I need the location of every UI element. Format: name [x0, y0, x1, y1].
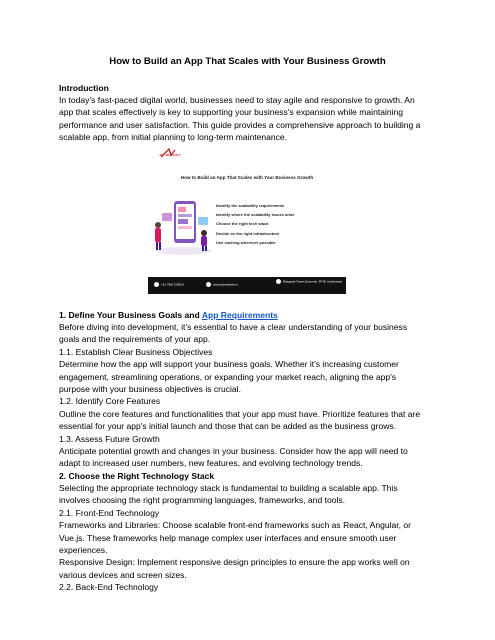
section2-line: experiences. — [59, 545, 108, 556]
section1-line: engagement, streamlining operations, or expanding your market reach, aligning the app's — [59, 371, 397, 382]
footer-website — [206, 282, 238, 287]
section1-line: Determine how the app will support your business goals. Whether it's increasing customer — [59, 359, 399, 370]
banner-footer — [148, 277, 346, 294]
banner-list-item: Identify where the scalability issues arise — [216, 212, 295, 218]
location-icon — [276, 279, 281, 284]
intro-heading: Introduction — [59, 83, 109, 93]
section2-line: various devices and screen sizes. — [59, 569, 187, 580]
footer-address — [276, 279, 342, 284]
section2-line: Frameworks and Libraries: Choose scalable front-end frameworks such as React, Angular, or — [59, 520, 412, 531]
footer-phone — [154, 282, 184, 287]
banner-list-item: Choose the right tech stack — [216, 221, 269, 227]
section1-line: adapt to increased user numbers, new features, and evolving technology trends. — [59, 458, 363, 469]
phone-illustration — [150, 195, 214, 257]
section1-line: goals and the requirements of your app. — [59, 334, 211, 345]
banner-list-item: Use caching wherever possible — [216, 239, 276, 245]
section2-line: involves choosing the right programming languages, frameworks, and tools. — [59, 495, 345, 506]
phone-icon — [154, 282, 159, 287]
subsection-heading: 1.3. Assess Future Growth — [59, 433, 160, 444]
section1-heading — [59, 309, 445, 321]
company-logo — [159, 147, 195, 161]
section1-line: Outline the core features and functionalities that your app must have. Prioritize features that are — [59, 408, 421, 419]
banner-list-item: Identify the scalability requirements — [216, 203, 285, 208]
banner-checklist — [216, 201, 294, 247]
intro-paragraph — [59, 94, 445, 144]
section1-body — [59, 321, 445, 470]
section1-line: Anticipate potential growth and changes in your business. Consider how the app will need to — [59, 446, 408, 457]
section1-line: essential for your app's initial launch and those that can be added as the business grows. — [59, 421, 397, 432]
intro-line: scalable app, from initial planning to long-term maintenance. — [59, 132, 288, 143]
logo-text: JAY WEBSOFT — [159, 153, 181, 157]
banner-title: How to Build an App That Scales with Your Business Growth — [180, 175, 314, 180]
section1-heading-text: 1. Define Your Business Goals and — [59, 310, 202, 320]
article-banner-image — [148, 147, 346, 305]
app-requirements-link[interactable]: App Requirements — [201, 310, 278, 320]
subsection-heading: 2.2. Back-End Technology — [59, 582, 159, 593]
intro-line: In today’s fast-paced digital world, businesses need to stay agile and responsive to growth. An — [59, 95, 415, 105]
footer-website-text: www.skywebsite.in — [213, 282, 239, 287]
section1-line: purpose with your business objectives is crucial. — [59, 384, 241, 395]
footer-address-text: Bhagwati Tower,Gannettu, RTIB, Hyderabad — [283, 279, 342, 284]
intro-line: app that scales effectively is key to supporting your business's expansion while maintaining — [59, 107, 404, 118]
document-title: How to Build an App That Scales with Your Business Growth — [109, 56, 386, 67]
section2-line: Vue.js. These frameworks help manage complex user interfaces and ensure smooth user — [59, 532, 397, 543]
globe-icon — [206, 282, 211, 287]
section2-line: Responsive Design: Implement responsive design principles to ensure the app works well on — [59, 557, 410, 568]
subsection-heading: 1.1. Establish Clear Business Objectives — [59, 346, 213, 357]
banner-list-item: Decide on the right infrastructure — [216, 230, 280, 236]
footer-phone-text: +91 7861729810 — [161, 282, 184, 287]
section2-heading: 2. Choose the Right Technology Stack — [59, 471, 215, 481]
intro-line: performance and user satisfaction. This guide provides a comprehensive approach to building a — [59, 119, 421, 130]
section2-body — [59, 482, 445, 594]
section1-line: Before diving into development, it’s essential to have a clear understanding of your business — [59, 322, 408, 332]
section2-line: Selecting the appropriate technology stack is fundamental to building a scalable app. This — [59, 483, 398, 493]
subsection-heading: 1.2. Identify Core Features — [59, 396, 161, 407]
subsection-heading: 2.1. Front-End Technology — [59, 507, 160, 518]
